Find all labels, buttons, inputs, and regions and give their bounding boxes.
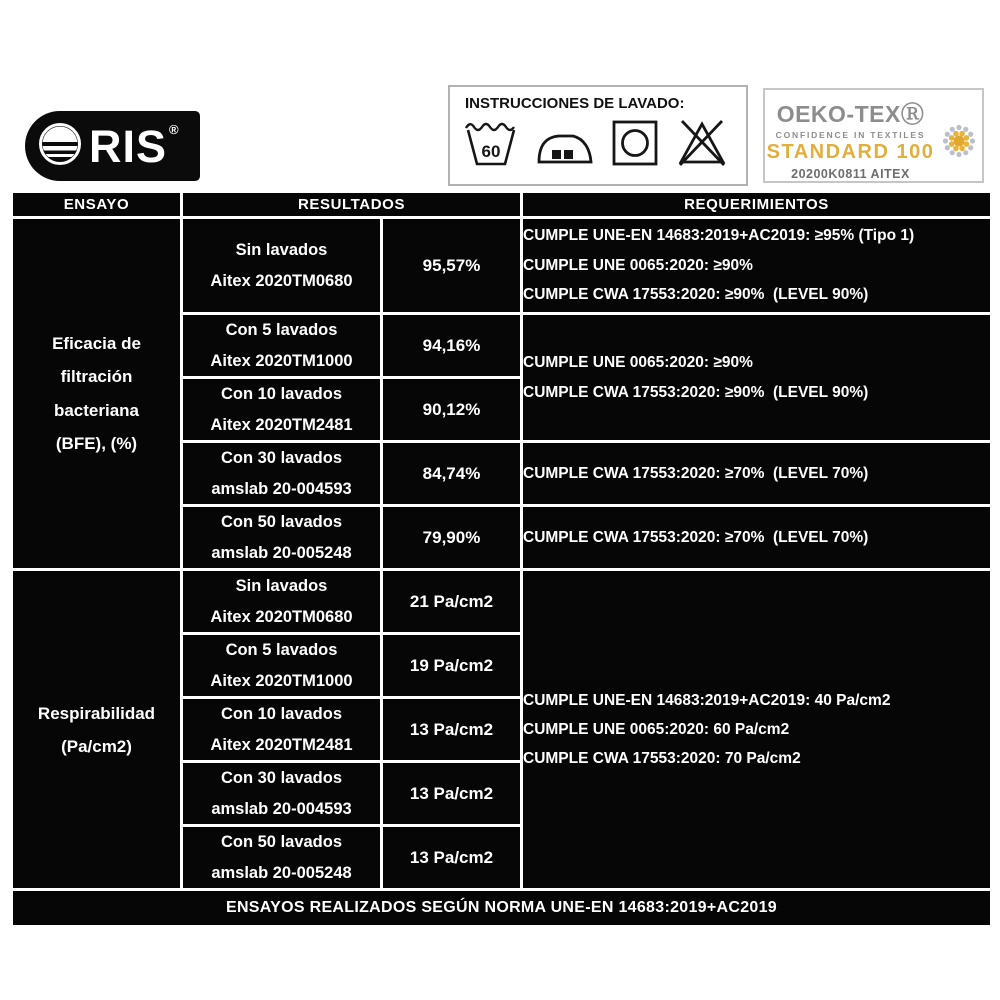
requirements-cell xyxy=(522,314,992,442)
section-label-respirabilidad xyxy=(12,570,182,890)
registered-mark: ® xyxy=(169,121,179,137)
label-line: bacteriana xyxy=(53,400,140,420)
result-value-cell: 19 Pa/cm2 xyxy=(382,634,522,698)
care-icons-row xyxy=(450,112,746,169)
care-instructions-box xyxy=(448,85,748,186)
result-desc-cell xyxy=(182,698,382,762)
desc-line: Aitex 2020TM2481 xyxy=(210,735,353,754)
desc-line: Con 10 lavados xyxy=(220,705,343,724)
result-value-cell: 90,12% xyxy=(382,378,522,442)
req-line: CUMPLE CWA 17553:2020: ≥70% (LEVEL 70%) xyxy=(523,528,869,546)
label-line: (Pa/cm2) xyxy=(61,736,132,756)
result-value-cell: 13 Pa/cm2 xyxy=(382,762,522,826)
result-desc-cell xyxy=(182,634,382,698)
col-header-ensayo: ENSAYO xyxy=(12,192,182,218)
footer-note: ENSAYOS REALIZADOS SEGÚN NORMA UNE-EN 14683:2019+AC2019 xyxy=(12,890,992,927)
result-desc-cell xyxy=(182,570,382,634)
label-line: (BFE), (%) xyxy=(55,433,138,453)
care-instructions-title: INSTRUCCIONES DE LAVADO: xyxy=(465,95,685,112)
req-line: CUMPLE UNE 0065:2020: ≥90% xyxy=(523,354,753,372)
desc-line: Aitex 2020TM0680 xyxy=(210,607,353,626)
result-value-cell: 13 Pa/cm2 xyxy=(382,698,522,762)
result-value-cell: 13 Pa/cm2 xyxy=(382,826,522,890)
oeko-brand-text: OEKO-TEX xyxy=(776,101,901,127)
desc-line: Sin lavados xyxy=(235,577,328,596)
req-line: CUMPLE CWA 17553:2020: ≥70% (LEVEL 70%) xyxy=(523,464,869,482)
requirements-cell xyxy=(522,442,992,506)
req-line: CUMPLE CWA 17553:2020: ≥90% (LEVEL 90%) xyxy=(523,383,869,401)
table-row xyxy=(12,218,992,314)
result-desc-cell xyxy=(182,762,382,826)
desc-line: Aitex 2020TM1000 xyxy=(210,351,353,370)
req-line: CUMPLE UNE-EN 14683:2019+AC2019: ≥95% (Tipo 1) xyxy=(523,227,915,245)
result-value-cell: 21 Pa/cm2 xyxy=(382,570,522,634)
req-line: CUMPLE CWA 17553:2020: 70 Pa/cm2 xyxy=(523,750,801,768)
desc-line: Aitex 2020TM0680 xyxy=(210,271,353,290)
oeko-brand xyxy=(765,96,936,129)
desc-line: Con 5 lavados xyxy=(225,641,338,660)
req-line: CUMPLE UNE 0065:2020: ≥90% xyxy=(523,256,753,274)
desc-line: amslab 20-004593 xyxy=(211,479,352,498)
req-line: CUMPLE CWA 17553:2020: ≥90% (LEVEL 90%) xyxy=(523,286,869,304)
result-desc-cell xyxy=(182,442,382,506)
result-value-cell: 79,90% xyxy=(382,506,522,570)
oeko-standard-label: STANDARD 100 xyxy=(766,141,935,163)
result-desc-cell xyxy=(182,378,382,442)
tumble-dry-icon xyxy=(611,119,659,167)
oeko-registered-mark: Ⓡ xyxy=(900,101,925,127)
oeko-tagline: CONFIDENCE IN TEXTILES xyxy=(775,130,926,140)
req-line: CUMPLE UNE-EN 14683:2019+AC2019: 40 Pa/cm2 xyxy=(523,691,891,709)
result-value-cell: 84,74% xyxy=(382,442,522,506)
desc-line: Con 50 lavados xyxy=(220,833,343,852)
oeko-tex-box xyxy=(763,88,984,183)
footer-row xyxy=(12,890,992,927)
requirements-cell xyxy=(522,506,992,570)
section-label-bfe xyxy=(12,218,182,570)
result-desc-cell xyxy=(182,826,382,890)
desc-line: Con 10 lavados xyxy=(220,385,343,404)
result-desc-cell xyxy=(182,506,382,570)
desc-line: Aitex 2020TM2481 xyxy=(210,415,353,434)
desc-line: Con 30 lavados xyxy=(220,449,343,468)
oeko-flower-icon xyxy=(941,123,977,164)
desc-line: Con 5 lavados xyxy=(225,321,338,339)
label-line: Eficacia de xyxy=(52,334,141,354)
table-row xyxy=(12,570,992,634)
result-desc-cell xyxy=(182,314,382,378)
result-value-cell: 95,57% xyxy=(382,218,522,314)
desc-line: Sin lavados xyxy=(235,240,328,259)
results-table xyxy=(10,190,993,928)
oris-logo xyxy=(25,111,200,181)
do-not-bleach-icon xyxy=(674,117,730,169)
requirements-cell xyxy=(522,570,992,890)
desc-line: Con 50 lavados xyxy=(220,513,343,532)
label-line: Respirabilidad xyxy=(37,703,156,723)
req-line: CUMPLE UNE 0065:2020: 60 Pa/cm2 xyxy=(523,720,790,738)
svg-text:60: 60 xyxy=(481,142,501,161)
label-line: filtración xyxy=(60,367,133,387)
result-desc-cell xyxy=(182,218,382,314)
requirements-cell xyxy=(522,218,992,314)
desc-line: amslab 20-005248 xyxy=(211,543,352,562)
wash-60-icon xyxy=(463,117,519,169)
globe-sunset-icon xyxy=(36,120,84,173)
iron-icon xyxy=(534,117,596,169)
desc-line: amslab 20-005248 xyxy=(211,863,352,882)
result-value-cell: 94,16% xyxy=(382,314,522,378)
oeko-certificate-number: 20200K0811 AITEX xyxy=(791,167,910,181)
col-header-requerimientos: REQUERIMIENTOS xyxy=(522,192,992,218)
desc-line: amslab 20-004593 xyxy=(211,799,352,818)
col-header-resultados: RESULTADOS xyxy=(182,192,522,218)
header-row xyxy=(12,192,992,218)
desc-line: Aitex 2020TM1000 xyxy=(210,671,353,690)
logo-text: RIS xyxy=(89,120,168,172)
desc-line: Con 30 lavados xyxy=(220,769,343,788)
